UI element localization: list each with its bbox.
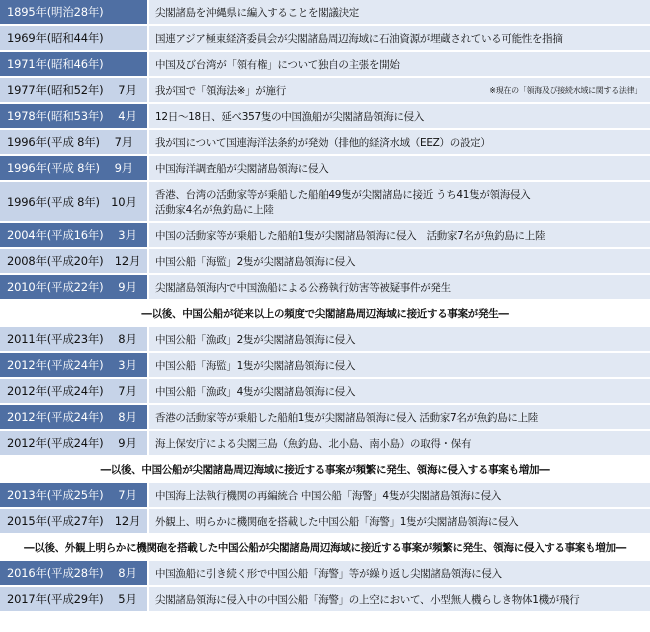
event-text: 尖閣諸島を沖縄県に編入することを閣議決定 <box>155 6 359 19</box>
event-date: 2004年(平成16年) 3月 <box>0 223 147 247</box>
event-date: 1996年(平成 8年) 10月 <box>0 182 147 221</box>
event-text: 海上保安庁による尖閣三島（魚釣島、北小島、南小島）の取得・保有 <box>155 437 472 450</box>
event-date: 1996年(平成 8年) 9月 <box>0 156 147 180</box>
event-description <box>149 52 650 76</box>
timeline-row <box>0 379 650 403</box>
event-text: 中国公船「漁政」2隻が尖閣諸島領海に侵入 <box>155 333 356 346</box>
timeline-row <box>0 509 650 533</box>
event-description <box>149 104 650 128</box>
event-description <box>149 275 650 299</box>
timeline-row <box>0 249 650 273</box>
timeline-row <box>0 52 650 76</box>
event-description <box>149 26 650 50</box>
event-text: 中国漁船に引き続く形で中国公船「海警」等が繰り返し尖閣諸島領海に侵入 <box>155 567 502 580</box>
event-date: 1895年(明治28年) <box>0 0 147 24</box>
event-description <box>149 182 650 221</box>
event-text: 活動家4名が魚釣島に上陸 <box>155 203 274 216</box>
event-description <box>149 327 650 351</box>
event-date: 2012年(平成24年) 8月 <box>0 405 147 429</box>
event-description <box>149 379 650 403</box>
event-note: ※現在の「領海及び接続水域に関する法律」 <box>489 85 642 95</box>
timeline-row <box>0 275 650 299</box>
section-divider: ―以後、中国公船が尖閣諸島周辺海域に接近する事案が頻繁に発生、領海に侵入する事案も増加― <box>0 457 650 481</box>
event-text: 尖閣諸島領海内で中国漁船による公務執行妨害等被疑事件が発生 <box>155 281 451 294</box>
event-description <box>149 561 650 585</box>
event-date: 2008年(平成20年) 12月 <box>0 249 147 273</box>
event-date: 1969年(昭和44年) <box>0 26 147 50</box>
timeline-row <box>0 0 650 24</box>
event-text: 香港の活動家等が乗船した船舶1隻が尖閣諸島領海に侵入 活動家7名が魚釣島に上陸 <box>155 411 538 424</box>
timeline-row <box>0 26 650 50</box>
timeline-row <box>0 431 650 455</box>
event-date: 2017年(平成29年) 5月 <box>0 587 147 611</box>
event-text: 中国の活動家等が乗船した船舶1隻が尖閣諸島領海に侵入 活動家7名が魚釣島に上陸 <box>155 229 546 242</box>
timeline-row <box>0 483 650 507</box>
event-date: 2015年(平成27年) 12月 <box>0 509 147 533</box>
event-description <box>149 353 650 377</box>
event-description <box>149 130 650 154</box>
event-text: 中国公船「海監」1隻が尖閣諸島領海に侵入 <box>155 359 356 372</box>
event-text: 中国海上法執行機関の再編統合 中国公船「海警」4隻が尖閣諸島領海に侵入 <box>155 489 502 502</box>
event-description <box>149 78 650 102</box>
event-description <box>149 0 650 24</box>
event-date: 2013年(平成25年) 7月 <box>0 483 147 507</box>
event-description <box>149 587 650 611</box>
timeline-row <box>0 104 650 128</box>
timeline-row <box>0 182 650 221</box>
event-description <box>149 405 650 429</box>
event-text: 我が国について国連海洋法条約が発効（排他的経済水域（EEZ）の設定） <box>155 136 491 149</box>
event-text: 外観上、明らかに機関砲を搭載した中国公船「海警」1隻が尖閣諸島領海に侵入 <box>155 515 519 528</box>
event-date: 2011年(平成23年) 8月 <box>0 327 147 351</box>
timeline-row <box>0 78 650 102</box>
timeline-row <box>0 587 650 611</box>
event-date: 2016年(平成28年) 8月 <box>0 561 147 585</box>
event-text: 香港、台湾の活動家等が乗船した船舶49隻が尖閣諸島に接近 うち41隻が領海侵入 <box>155 188 531 201</box>
event-description <box>149 249 650 273</box>
event-text: 中国公船「漁政」4隻が尖閣諸島領海に侵入 <box>155 385 356 398</box>
event-text: 中国海洋調査船が尖閣諸島領海に侵入 <box>155 162 329 175</box>
event-text: 我が国で「領海法※」が施行 <box>155 84 286 97</box>
event-date: 2010年(平成22年) 9月 <box>0 275 147 299</box>
event-description <box>149 509 650 533</box>
event-description <box>149 223 650 247</box>
event-text: 尖閣諸島領海に侵入中の中国公船「海警」の上空において、小型無人機らしき物体1機が飛行 <box>155 593 580 606</box>
timeline-row <box>0 353 650 377</box>
section-divider: ―以後、中国公船が従来以上の頻度で尖閣諸島周辺海域に接近する事案が発生― <box>0 301 650 325</box>
timeline-row <box>0 561 650 585</box>
event-description <box>149 483 650 507</box>
timeline-row <box>0 130 650 154</box>
event-text: 中国及び台湾が「領有権」について独自の主張を開始 <box>155 58 400 71</box>
timeline-row <box>0 223 650 247</box>
event-date: 1977年(昭和52年) 7月 <box>0 78 147 102</box>
event-text: 国連アジア極東経済委員会が尖閣諸島周辺海域に石油資源が埋蔵されている可能性を指摘 <box>155 32 563 45</box>
event-text: 中国公船「海監」2隻が尖閣諸島領海に侵入 <box>155 255 356 268</box>
event-description <box>149 156 650 180</box>
event-date: 2012年(平成24年) 9月 <box>0 431 147 455</box>
event-date: 1996年(平成 8年) 7月 <box>0 130 147 154</box>
timeline-row <box>0 405 650 429</box>
event-date: 2012年(平成24年) 3月 <box>0 353 147 377</box>
event-description <box>149 431 650 455</box>
event-text: 12日～18日、延べ357隻の中国漁船が尖閣諸島領海に侵入 <box>155 110 425 123</box>
section-divider: ―以後、外観上明らかに機関砲を搭載した中国公船が尖閣諸島周辺海域に接近する事案が頻繁に発生、領海に侵入する事案も増加― <box>0 535 650 559</box>
timeline-row <box>0 327 650 351</box>
event-date: 1978年(昭和53年) 4月 <box>0 104 147 128</box>
timeline-row <box>0 156 650 180</box>
event-date: 2012年(平成24年) 7月 <box>0 379 147 403</box>
event-date: 1971年(昭和46年) <box>0 52 147 76</box>
